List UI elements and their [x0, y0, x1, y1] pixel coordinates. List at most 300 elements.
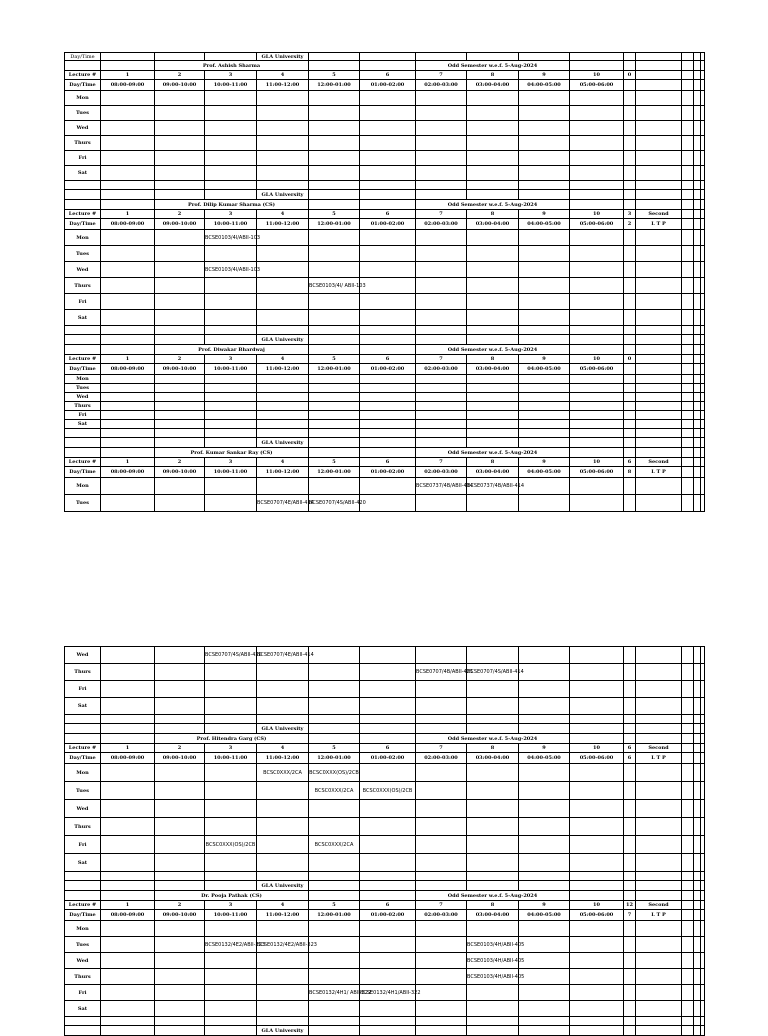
blank-cell: [416, 190, 467, 200]
empty-slot: [205, 818, 257, 836]
blank-cell: [624, 818, 636, 836]
empty-slot: [155, 294, 205, 310]
blank-cell: [682, 854, 694, 872]
lecture-number: 4: [257, 744, 309, 753]
empty-slot: [360, 151, 416, 166]
day-label: Fri: [65, 681, 101, 698]
time-slot: 12:00-01:00: [309, 80, 360, 91]
empty-slot: [467, 402, 519, 411]
daytime-label: Day/Time: [65, 364, 101, 375]
blank-cell: [309, 190, 360, 200]
blank-cell: [682, 872, 694, 881]
blank-cell: [519, 335, 570, 345]
blank-cell: [624, 335, 636, 345]
blank-cell: [624, 872, 636, 881]
blank-cell: [701, 901, 705, 910]
empty-slot: [360, 384, 416, 393]
blank-cell: [624, 246, 636, 262]
empty-slot: [257, 375, 309, 384]
empty-slot: [467, 495, 519, 512]
blank-cell: [624, 181, 636, 190]
lecture-number: 5: [309, 901, 360, 910]
blank-cell: [694, 429, 701, 438]
time-slot: 10:00-11:00: [205, 80, 257, 91]
blank-cell: [682, 151, 694, 166]
time-slot: 09:00-10:00: [155, 753, 205, 764]
empty-slot: [309, 411, 360, 420]
empty-slot: [101, 937, 155, 953]
blank-cell: [682, 393, 694, 402]
side-ltp: [636, 364, 682, 375]
blank-cell: [624, 953, 636, 969]
blank-cell: [101, 881, 155, 891]
blank-cell: [636, 724, 682, 734]
empty-slot: [155, 230, 205, 246]
top-header-row: [65, 53, 705, 61]
empty-slot: [416, 121, 467, 136]
day-row-fri: [65, 681, 705, 698]
empty-slot: [155, 764, 205, 782]
blank-cell: [636, 121, 682, 136]
empty-slot: [257, 136, 309, 151]
slot-entry: BCSC0XXX(OS)/2CB: [309, 764, 360, 782]
empty-slot: [101, 969, 155, 985]
empty-slot: [467, 681, 519, 698]
empty-slot: [101, 106, 155, 121]
spacer-row: [65, 429, 705, 438]
empty-slot: [257, 262, 309, 278]
time-slot: 10:00-11:00: [205, 219, 257, 230]
blank-cell: [636, 495, 682, 512]
blank-cell: [101, 429, 155, 438]
blank-cell: [682, 246, 694, 262]
blank-cell: [694, 402, 701, 411]
daytime-label: Day/Time: [65, 910, 101, 921]
blank-cell: [467, 715, 519, 724]
empty-slot: [360, 294, 416, 310]
blank-cell: [701, 53, 705, 61]
empty-slot: [309, 294, 360, 310]
day-row-wed: [65, 800, 705, 818]
blank-cell: [694, 937, 701, 953]
blank-cell: [624, 166, 636, 181]
empty-slot: [467, 854, 519, 872]
empty-slot: [416, 106, 467, 121]
blank-cell: [636, 881, 682, 891]
blank-cell: [682, 458, 694, 467]
blank-cell: [694, 375, 701, 384]
blank-cell: [624, 1001, 636, 1017]
empty-slot: [360, 420, 416, 429]
blank-cell: [570, 200, 624, 210]
empty-slot: [309, 478, 360, 495]
empty-slot: [101, 91, 155, 106]
daytime-label: Day/Time: [65, 80, 101, 91]
day-row-fri: [65, 151, 705, 166]
lecture-number: 10: [570, 210, 624, 219]
blank-cell: [360, 715, 416, 724]
empty-slot: [309, 91, 360, 106]
blank-cell: [519, 1017, 570, 1026]
empty-slot: [257, 664, 309, 681]
time-slot: 09:00-10:00: [155, 910, 205, 921]
lecture-number: 10: [570, 355, 624, 364]
empty-slot: [205, 478, 257, 495]
blank-cell: [155, 429, 205, 438]
blank-cell: [682, 335, 694, 345]
side-ltp: L T P: [636, 467, 682, 478]
blank-cell: [467, 724, 519, 734]
side-semester: Second: [636, 901, 682, 910]
blank-cell: [701, 753, 705, 764]
blank-cell: [682, 836, 694, 854]
blank-cell: [467, 190, 519, 200]
slot-entry: BCSC0XXX(OS)/2CB: [205, 836, 257, 854]
empty-slot: [570, 375, 624, 384]
blank-cell: [694, 294, 701, 310]
blank-cell: [694, 80, 701, 91]
blank-cell: [701, 782, 705, 800]
blank-cell: [682, 881, 694, 891]
empty-slot: [570, 106, 624, 121]
empty-slot: [360, 698, 416, 715]
empty-slot: [467, 836, 519, 854]
side-semester: [636, 355, 682, 364]
blank-cell: [570, 448, 624, 458]
empty-slot: [205, 375, 257, 384]
empty-slot: [416, 818, 467, 836]
empty-slot: [257, 393, 309, 402]
blank-cell: [701, 891, 705, 901]
time-slot: 10:00-11:00: [205, 753, 257, 764]
blank-cell: [682, 467, 694, 478]
lecture-number: 5: [309, 458, 360, 467]
blank-cell: [624, 921, 636, 937]
blank-cell: [624, 647, 636, 664]
day-row-tues: [65, 937, 705, 953]
blank-cell: [682, 166, 694, 181]
empty-slot: [570, 969, 624, 985]
blank-cell: [694, 364, 701, 375]
slot-entry: BCSE0707/4S/ABII-414: [467, 664, 519, 681]
time-slot: 01:00-02:00: [360, 219, 416, 230]
side-value: 2: [624, 219, 636, 230]
blank-cell: [701, 411, 705, 420]
blank-cell: [701, 467, 705, 478]
empty-slot: [309, 136, 360, 151]
lecture-number: 1: [101, 744, 155, 753]
blank-cell: [570, 724, 624, 734]
blank-cell: [309, 429, 360, 438]
blank-cell: [416, 181, 467, 190]
blank-cell: [701, 910, 705, 921]
empty-slot: [155, 495, 205, 512]
blank-cell: [694, 411, 701, 420]
empty-slot: [309, 664, 360, 681]
empty-slot: [257, 985, 309, 1001]
day-label: Wed: [65, 800, 101, 818]
empty-slot: [309, 106, 360, 121]
day-row-mon: [65, 478, 705, 495]
blank-cell: [416, 715, 467, 724]
blank-cell: [636, 106, 682, 121]
day-row-tues: [65, 782, 705, 800]
blank-cell: [65, 345, 101, 355]
slot-entry: BCSC0XXX/2CA: [309, 782, 360, 800]
blank-cell: [624, 411, 636, 420]
empty-slot: [257, 953, 309, 969]
blank-cell: [694, 647, 701, 664]
blank-cell: [694, 136, 701, 151]
spacer-row: [65, 715, 705, 724]
side-semester: Second: [636, 210, 682, 219]
university-row: [65, 1026, 705, 1036]
empty-slot: [205, 985, 257, 1001]
blank-cell: [624, 375, 636, 384]
empty-slot: [416, 91, 467, 106]
empty-slot: [309, 151, 360, 166]
day-label: Tues: [65, 246, 101, 262]
empty-slot: [101, 375, 155, 384]
blank-cell: [682, 121, 694, 136]
lecture-number: 5: [309, 71, 360, 80]
blank-cell: [694, 1017, 701, 1026]
empty-slot: [467, 310, 519, 326]
lecture-number: 4: [257, 210, 309, 219]
blank-cell: [701, 681, 705, 698]
lecture-number: 9: [519, 71, 570, 80]
time-slot: 11:00-12:00: [257, 80, 309, 91]
slot-entry: BCSE0707/4B/ABII-425: [416, 664, 467, 681]
day-row-tues: [65, 495, 705, 512]
side-count: 0: [624, 71, 636, 80]
blank-cell: [636, 818, 682, 836]
slot-entry: BCSC0XXX(OS)/2CB: [360, 782, 416, 800]
time-slot: 10:00-11:00: [205, 910, 257, 921]
empty-slot: [570, 818, 624, 836]
blank-cell: [682, 495, 694, 512]
blank-cell: [701, 744, 705, 753]
day-label: Fri: [65, 836, 101, 854]
time-slot: 12:00-01:00: [309, 364, 360, 375]
empty-slot: [467, 278, 519, 294]
empty-slot: [155, 91, 205, 106]
blank-cell: [467, 881, 519, 891]
empty-slot: [416, 151, 467, 166]
time-slot: 04:00-05:00: [519, 467, 570, 478]
blank-cell: [101, 1026, 155, 1036]
blank-cell: [636, 1001, 682, 1017]
lecture-row: [65, 744, 705, 753]
empty-slot: [360, 664, 416, 681]
blank-cell: [694, 61, 701, 71]
blank-cell: [636, 278, 682, 294]
day-row-wed: [65, 262, 705, 278]
faculty-row: [65, 891, 705, 901]
lecture-number: 7: [416, 71, 467, 80]
blank-cell: [701, 1001, 705, 1017]
time-slot: 11:00-12:00: [257, 219, 309, 230]
lecture-number: 1: [101, 901, 155, 910]
faculty-row: [65, 345, 705, 355]
empty-slot: [416, 937, 467, 953]
empty-slot: [101, 402, 155, 411]
blank-cell: [694, 246, 701, 262]
empty-slot: [155, 818, 205, 836]
empty-slot: [360, 310, 416, 326]
blank-cell: [682, 190, 694, 200]
blank-cell: [701, 734, 705, 744]
time-slot: 04:00-05:00: [519, 219, 570, 230]
blank-cell: [636, 681, 682, 698]
slot-entry: BCSE0707/4E/ABII-414: [257, 647, 309, 664]
blank-cell: [636, 953, 682, 969]
slot-entry: BCSE0103/4I/ABII-103: [205, 262, 257, 278]
blank-cell: [624, 734, 636, 744]
side-count: 6: [624, 744, 636, 753]
empty-slot: [101, 495, 155, 512]
day-label: Thurs: [65, 969, 101, 985]
blank-cell: [694, 420, 701, 429]
blank-cell: [65, 448, 101, 458]
side-semester: Second: [636, 458, 682, 467]
slot-entry: BCSE0103/4H/ABII-405: [467, 953, 519, 969]
blank-cell: [624, 326, 636, 335]
blank-cell: [694, 818, 701, 836]
side-value: 8: [624, 467, 636, 478]
empty-slot: [205, 953, 257, 969]
empty-slot: [155, 121, 205, 136]
faculty-name: Prof. Diwakar Bhardwaj: [155, 345, 309, 355]
blank-cell: [701, 210, 705, 219]
empty-slot: [101, 921, 155, 937]
lecture-label: Lecture #: [65, 355, 101, 364]
blank-cell: [694, 210, 701, 219]
time-slot: 09:00-10:00: [155, 467, 205, 478]
blank-cell: [701, 953, 705, 969]
empty-slot: [205, 969, 257, 985]
empty-slot: [155, 969, 205, 985]
blank-cell: [205, 1017, 257, 1026]
blank-cell: [65, 335, 101, 345]
empty-slot: [309, 953, 360, 969]
empty-slot: [467, 764, 519, 782]
empty-slot: [205, 106, 257, 121]
empty-slot: [416, 647, 467, 664]
blank-cell: [309, 891, 360, 901]
empty-slot: [309, 1001, 360, 1017]
empty-slot: [416, 1001, 467, 1017]
empty-slot: [360, 246, 416, 262]
day-label: Thurs: [65, 278, 101, 294]
blank-cell: [205, 326, 257, 335]
blank-cell: [360, 200, 416, 210]
blank-cell: [309, 326, 360, 335]
empty-slot: [101, 681, 155, 698]
empty-slot: [519, 1001, 570, 1017]
blank-cell: [155, 190, 205, 200]
empty-slot: [101, 121, 155, 136]
blank-cell: [570, 345, 624, 355]
time-slot: 03:00-04:00: [467, 467, 519, 478]
lecture-label: Lecture #: [65, 744, 101, 753]
day-row-sat: [65, 310, 705, 326]
blank-cell: [309, 1026, 360, 1036]
empty-slot: [205, 495, 257, 512]
blank-cell: [682, 181, 694, 190]
blank-cell: [694, 310, 701, 326]
timetable-page-2: [64, 646, 705, 1036]
day-row-wed: [65, 393, 705, 402]
blank-cell: [360, 53, 416, 61]
time-slot: 09:00-10:00: [155, 80, 205, 91]
blank-cell: [636, 200, 682, 210]
blank-cell: [701, 335, 705, 345]
day-label: Wed: [65, 953, 101, 969]
blank-cell: [682, 355, 694, 364]
day-label: Mon: [65, 230, 101, 246]
blank-cell: [694, 53, 701, 61]
spacer-row: [65, 181, 705, 190]
empty-slot: [467, 136, 519, 151]
empty-slot: [101, 246, 155, 262]
empty-slot: [360, 1001, 416, 1017]
blank-cell: [636, 937, 682, 953]
blank-cell: [682, 744, 694, 753]
day-row-wed: [65, 647, 705, 664]
lecture-number: 8: [467, 458, 519, 467]
blank-cell: [416, 881, 467, 891]
blank-cell: [624, 429, 636, 438]
day-row-thurs: [65, 136, 705, 151]
empty-slot: [570, 384, 624, 393]
blank-cell: [205, 872, 257, 881]
empty-slot: [467, 818, 519, 836]
blank-cell: [701, 429, 705, 438]
blank-cell: [701, 181, 705, 190]
blank-cell: [101, 734, 155, 744]
blank-cell: [467, 872, 519, 881]
time-slot: 03:00-04:00: [467, 910, 519, 921]
blank-cell: [701, 121, 705, 136]
day-label: Tues: [65, 937, 101, 953]
blank-cell: [682, 681, 694, 698]
time-row: [65, 753, 705, 764]
empty-slot: [519, 985, 570, 1001]
blank-cell: [701, 478, 705, 495]
blank-cell: [101, 190, 155, 200]
empty-slot: [416, 402, 467, 411]
university-title: GLA University: [257, 881, 309, 891]
page-2: [0, 590, 768, 1034]
side-semester: [636, 71, 682, 80]
time-slot: 01:00-02:00: [360, 467, 416, 478]
empty-slot: [467, 647, 519, 664]
blank-cell: [205, 438, 257, 448]
empty-slot: [570, 246, 624, 262]
blank-cell: [694, 681, 701, 698]
empty-slot: [360, 647, 416, 664]
empty-slot: [309, 402, 360, 411]
faculty-name: Prof. Kumar Sankar Ray (CS): [155, 448, 309, 458]
blank-cell: [519, 53, 570, 61]
blank-cell: [65, 326, 101, 335]
blank-cell: [101, 891, 155, 901]
lecture-number: 7: [416, 355, 467, 364]
time-slot: 01:00-02:00: [360, 364, 416, 375]
blank-cell: [636, 448, 682, 458]
blank-cell: [701, 219, 705, 230]
